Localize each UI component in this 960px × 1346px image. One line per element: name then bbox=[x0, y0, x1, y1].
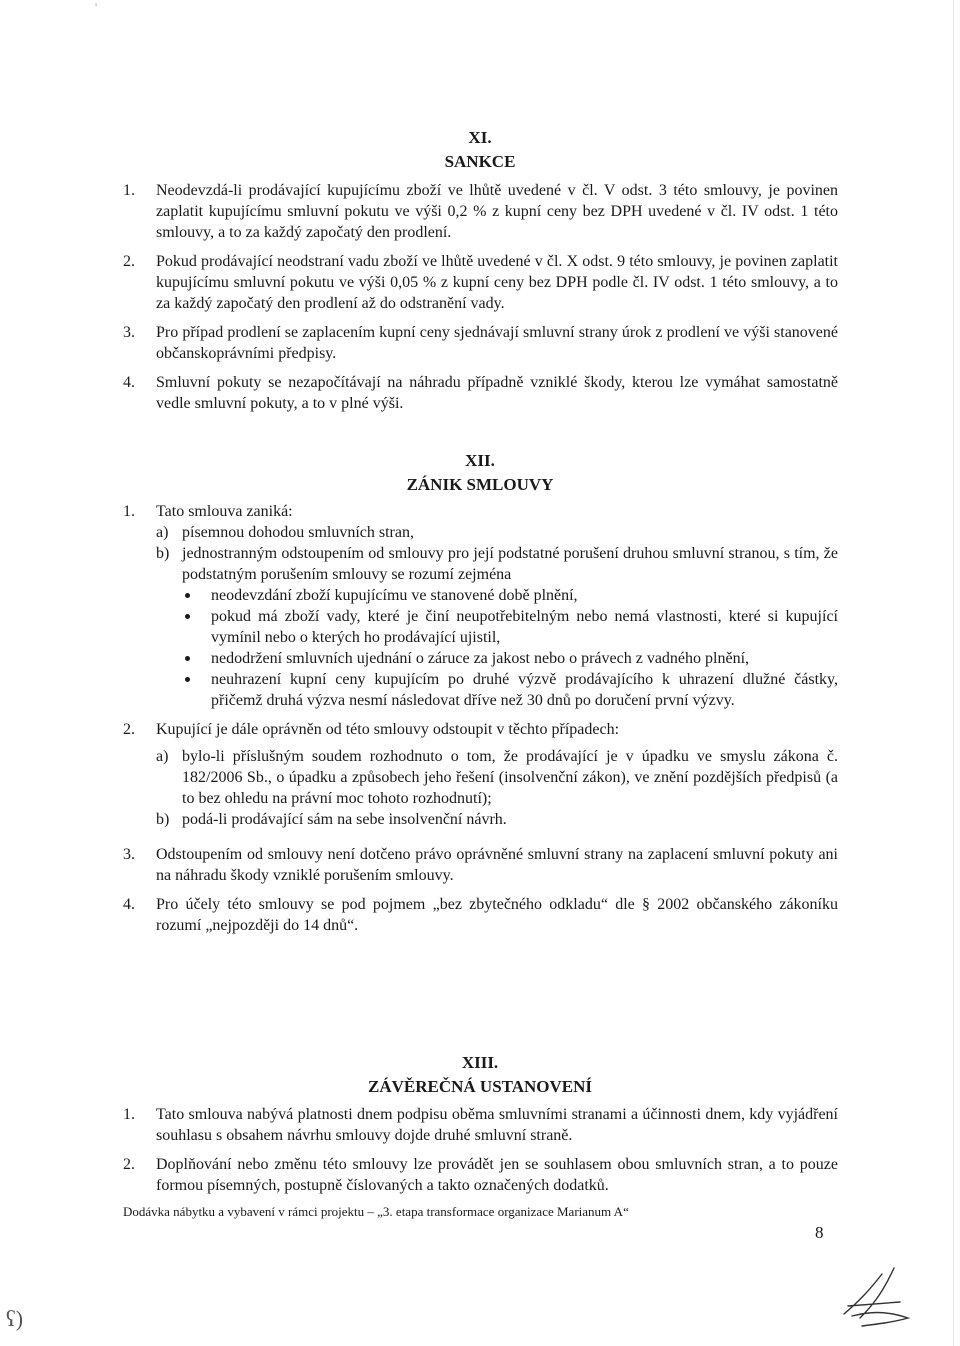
section-heading-xi bbox=[0, 126, 960, 174]
section-heading-xiii bbox=[0, 1051, 960, 1099]
bullet-item bbox=[182, 585, 838, 606]
clause-text: Tato smlouva nabývá platnosti dnem podpisu oběma smluvními stranami a účinnosti dnem, kdy vyjádření souhlasu s obsahem návrhu smlouvy dojde druhé smluvní straně. bbox=[156, 1106, 838, 1144]
sub-clause-letter: b) bbox=[156, 811, 170, 828]
bullet-text: neuhrazení kupní ceny kupujícím po druhé výzvě prodávajícího k uhrazení dlužné částky, přičemž druhá výzva nesmí následovat dříve než 30 dnů po doručení první výzvy. bbox=[211, 671, 838, 709]
signature-mark-icon bbox=[838, 1262, 918, 1332]
clause-text: Pro případ prodlení se zaplacením kupní ceny sjednávají smluvní strany úrok z prodlení ve výši stanovené občanskoprávními předpisy. bbox=[156, 324, 838, 362]
clause-number: 1. bbox=[123, 182, 135, 199]
clause-number: 3. bbox=[123, 324, 135, 341]
clause-text: Smluvní pokuty se nezapočítávají na náhradu případně vzniklé škody, kterou lze vymáhat samostatně vedle smluvní pokuty, a to v plné výši. bbox=[156, 374, 838, 412]
clause-text: Pokud prodávající neodstraní vadu zboží ve lhůtě uvedené v čl. X odst. 9 této smlouvy, je povinen zaplatit kupujícímu smluvní pokutu ve výši 0,05 % z kupní ceny bez DPH podle čl. IV odst. 1 této smlouvy, a to za každý započatý den prodlení až do odstranění vady. bbox=[156, 253, 838, 312]
clause-text: Tato smlouva zaniká: bbox=[156, 503, 293, 520]
section-body-xi bbox=[123, 180, 838, 414]
bullet-text: nedodržení smluvních ujednání o záruce za jakost nebo o právech z vadného plnění, bbox=[211, 650, 750, 667]
section-number: XI. bbox=[468, 128, 492, 147]
clause-number: 2. bbox=[123, 721, 135, 738]
sub-clause-text: podá-li prodávající sám na sebe insolvenční návrh. bbox=[182, 811, 507, 828]
bullet-text: pokud má zboží vady, které je činí neupotřebitelným nebo nemá vlastnosti, které si kupující vymínil nebo o kterých ho prodávající ujistil, bbox=[211, 608, 838, 646]
section-body-xii bbox=[123, 501, 838, 936]
section-number: XII. bbox=[465, 451, 495, 470]
clause bbox=[123, 251, 838, 314]
bullet-icon bbox=[185, 614, 190, 619]
bullet-icon bbox=[185, 656, 190, 661]
clause bbox=[123, 1154, 838, 1196]
section-title: ZÁNIK SMLOUVY bbox=[406, 475, 554, 494]
clause bbox=[123, 894, 838, 936]
document-footer: Dodávka nábytku a vybavení v rámci projektu – „3. etapa transformace organizace Marianum A“ bbox=[123, 1204, 629, 1219]
clause bbox=[123, 844, 838, 886]
page-number: 8 bbox=[815, 1223, 824, 1242]
scan-edge-line bbox=[953, 0, 954, 1346]
section-title: SANKCE bbox=[444, 152, 516, 171]
clause-number: 3. bbox=[123, 846, 135, 863]
scan-mark: ' bbox=[95, 0, 98, 14]
clause-number: 1. bbox=[123, 503, 135, 520]
sub-clause bbox=[156, 809, 838, 830]
clause-number: 2. bbox=[123, 253, 135, 270]
sub-clause bbox=[156, 746, 838, 809]
sub-clause-letter: a) bbox=[156, 748, 169, 765]
clause bbox=[123, 322, 838, 364]
sub-clause-letter: a) bbox=[156, 524, 169, 541]
clause-number: 1. bbox=[123, 1106, 135, 1123]
bullet-item bbox=[182, 669, 838, 711]
clause-number: 4. bbox=[123, 896, 135, 913]
bullet-item bbox=[182, 606, 838, 648]
section-heading-xii bbox=[0, 449, 960, 497]
clause-text: Neodevzdá-li prodávající kupujícímu zboží ve lhůtě uvedené v čl. V odst. 3 této smlouvy, je povinen zaplatit kupujícímu smluvní pokutu ve výši 0,2 % z kupní ceny bez DPH uvedené v čl. IV odst. 1 této smlouvy, a to za každý započatý den prodlení. bbox=[156, 182, 838, 241]
clause-number: 2. bbox=[123, 1156, 135, 1173]
sub-clause-text: jednostranným odstoupením od smlouvy pro její podstatné porušení druhou smluvní stranou, s tím, že podstatným porušením smlouvy se rozumí zejména bbox=[182, 545, 838, 583]
sub-clause bbox=[156, 522, 838, 543]
sub-clause-text: písemnou dohodou smluvních stran, bbox=[182, 524, 414, 541]
scan-mark: ʕ) bbox=[6, 1306, 24, 1331]
section-number: XIII. bbox=[461, 1053, 499, 1072]
clause-text: Doplňování nebo změnu této smlouvy lze provádět jen se souhlasem obou smluvních stran, a to pouze formou písemných, postupně číslovaných a takto označených dodatků. bbox=[156, 1156, 838, 1194]
clause-text: Odstoupením od smlouvy není dotčeno právo oprávněné smluvní strany na zaplacení smluvní pokuty ani na náhradu škody vzniklé porušením smlouvy. bbox=[156, 846, 838, 884]
sub-clause-letter: b) bbox=[156, 545, 170, 562]
sub-clause-text: bylo-li příslušným soudem rozhodnuto o tom, že prodávající je v úpadku ve smyslu zákona č. 182/2006 Sb., o úpadku a způsobech jeho řešení (insolvenční zákon), ve znění pozdějších předpisů (a to bez ohledu na právní moc tohoto rozhodnutí); bbox=[182, 748, 838, 807]
bullet-item bbox=[182, 648, 838, 669]
section-body-xiii bbox=[123, 1104, 838, 1196]
clause bbox=[123, 180, 838, 243]
clause-number: 4. bbox=[123, 374, 135, 391]
clause-text: Kupující je dále oprávněn od této smlouvy odstoupit v těchto případech: bbox=[156, 721, 620, 738]
clause bbox=[123, 501, 838, 522]
sub-clause bbox=[156, 543, 838, 585]
clause-text: Pro účely této smlouvy se pod pojmem „bez zbytečného odkladu“ dle § 2002 občanského zákoníku rozumí „nejpozději do 14 dnů“. bbox=[156, 896, 838, 934]
clause bbox=[123, 1104, 838, 1146]
bullet-icon bbox=[185, 677, 190, 682]
clause bbox=[123, 719, 838, 740]
bullet-text: neodevzdání zboží kupujícímu ve stanovené době plnění, bbox=[211, 587, 578, 604]
bullet-icon bbox=[185, 593, 190, 598]
clause bbox=[123, 372, 838, 414]
section-title: ZÁVĚREČNÁ USTANOVENÍ bbox=[367, 1077, 593, 1096]
